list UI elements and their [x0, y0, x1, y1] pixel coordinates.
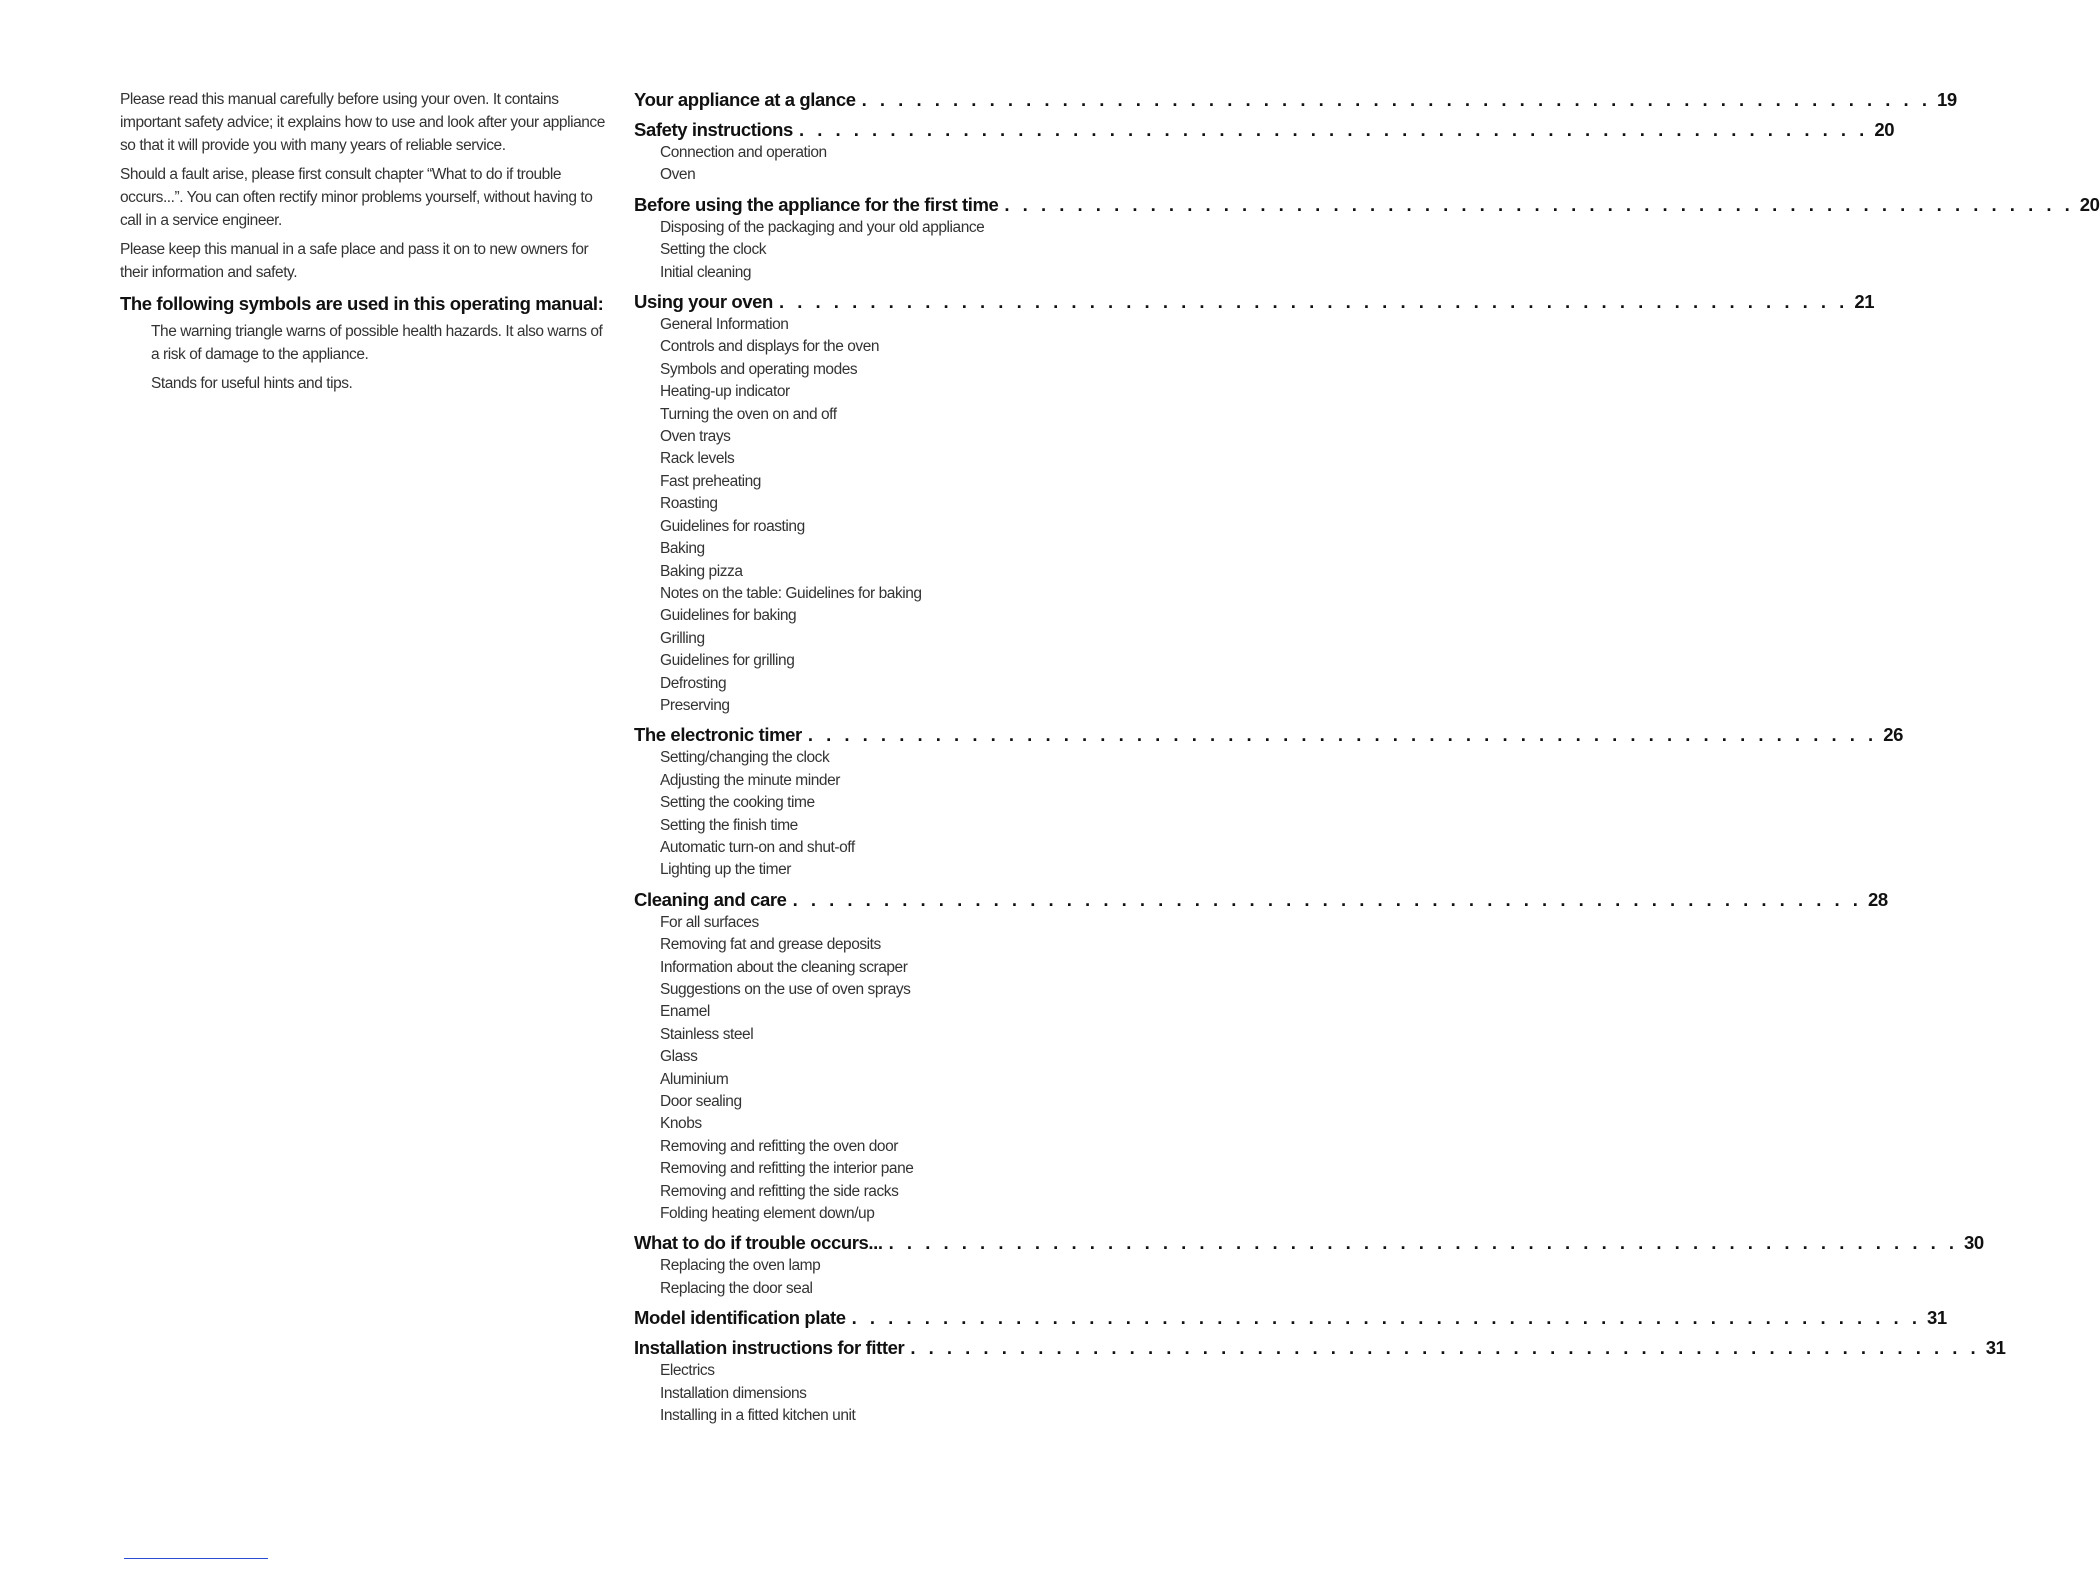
toc-entry-title: Cleaning and care [634, 888, 787, 910]
toc-subitem[interactable]: Removing and refitting the oven door [660, 1137, 898, 1155]
toc-subitem[interactable]: Defrosting [660, 674, 727, 692]
toc-entry[interactable] [634, 1306, 1947, 1330]
toc-subitem[interactable]: Disposing of the packaging and your old appliance [660, 218, 985, 236]
toc-entry-title: Installation instructions for fitter [634, 1337, 905, 1359]
toc-subitem[interactable]: Setting the finish time [660, 816, 798, 834]
intro-column [120, 88, 608, 401]
toc-section [634, 290, 1875, 717]
toc-subitem[interactable]: Baking [660, 540, 705, 558]
toc-subitem[interactable]: Replacing the oven lamp [660, 1257, 821, 1275]
toc-entry-title: The electronic timer [634, 724, 802, 746]
toc-subitem[interactable]: Connection and operation [660, 144, 827, 161]
toc-subitem-list [634, 747, 1118, 881]
toc-page-number: 21 [1854, 291, 1875, 313]
dot-leader: . . . . . . . . . . . . . . . . . . . . . . . . . . . . . . . . . . . . . . . . . . . . . . . . . . . . . . . . . . . [851, 1307, 1921, 1329]
toc-entry[interactable] [634, 118, 1895, 142]
toc-subitem[interactable]: Glass [660, 1048, 698, 1066]
toc-subitem-list [634, 1360, 1118, 1427]
toc-subitem[interactable]: Setting the cooking time [660, 794, 815, 812]
toc-subitem[interactable]: Grilling [660, 629, 705, 647]
toc-subitem-list [634, 1255, 1118, 1300]
toc-subitem-list [634, 142, 1118, 187]
toc-subitem[interactable]: Oven trays [660, 428, 731, 446]
toc-page-number: 19 [1936, 89, 1957, 110]
toc-subitem[interactable]: Door sealing [660, 1093, 742, 1111]
intro-paragraph: Please keep this manual in a safe place and pass it on to new owners for their information and safety. [120, 241, 589, 281]
dot-leader: . . . . . . . . . . . . . . . . . . . . . . . . . . . . . . . . . . . . . . . . . . . . . . . . . . . . . . . . . . . [807, 724, 1878, 746]
dot-leader: . . . . . . . . . . . . . . . . . . . . . . . . . . . . . . . . . . . . . . . . . . . . . . . . . . . . . . . . . . . [888, 1232, 1959, 1254]
toc-subitem[interactable]: Electrics [660, 1362, 715, 1380]
toc-page-number: 28 [1867, 888, 1888, 910]
toc-entry-title: Safety instructions [634, 119, 793, 140]
toc-page-number: 30 [1964, 1232, 1984, 1254]
symbol-tip-text: Stands for useful hints and tips. [151, 375, 353, 392]
dot-leader: . . . . . . . . . . . . . . . . . . . . . . . . . . . . . . . . . . . . . . . . . . . . . . . . . . . . . . . . . . . [910, 1337, 1980, 1359]
toc-subitem[interactable]: Installing in a fitted kitchen unit [660, 1407, 856, 1425]
toc-section [634, 193, 2100, 284]
toc-entry[interactable] [634, 193, 2100, 217]
toc-subitem[interactable]: Oven [660, 166, 696, 184]
toc-section [634, 88, 1957, 112]
toc-subitem[interactable]: For all surfaces [660, 913, 759, 931]
toc-subitem[interactable]: Setting the clock [660, 241, 767, 259]
toc-subitem-list [634, 912, 1118, 1226]
toc-page-number: 20 [2079, 193, 2100, 215]
toc-subitem[interactable]: Roasting [660, 495, 718, 513]
toc-section [634, 1231, 1984, 1300]
toc-subitem[interactable]: General Information [660, 316, 789, 334]
toc-entry-title: Using your oven [634, 291, 773, 313]
toc-subitem[interactable]: Guidelines for baking [660, 607, 797, 625]
toc-entry-title: Your appliance at a glance [634, 89, 856, 110]
toc-subitem[interactable]: Removing fat and grease deposits [660, 936, 881, 954]
toc-subitem[interactable]: Initial cleaning [660, 263, 752, 281]
toc-subitem[interactable]: Suggestions on the use of oven sprays [660, 981, 911, 998]
toc-subitem[interactable]: Notes on the table: Guidelines for baking [660, 584, 922, 602]
toc-subitem[interactable]: Information about the cleaning scraper [660, 958, 908, 976]
toc-subitem[interactable]: Lighting up the timer [660, 861, 791, 879]
toc-subitem[interactable]: Guidelines for roasting [660, 517, 805, 535]
symbol-warning-text: The warning triangle warns of possible health hazards. It also warns of a risk of damage to the appliance. [151, 323, 603, 363]
toc-page-number: 31 [1985, 1337, 2006, 1359]
toc-entry-title: Model identification plate [634, 1307, 846, 1329]
toc-subitem[interactable]: Removing and refitting the side racks [660, 1182, 899, 1200]
toc-section [634, 723, 1903, 881]
toc-page-number: 31 [1926, 1307, 1947, 1329]
toc-subitem[interactable]: Knobs [660, 1115, 702, 1133]
dot-leader: . . . . . . . . . . . . . . . . . . . . . . . . . . . . . . . . . . . . . . . . . . . . . . . . . . . . . . . . . . . [778, 291, 1849, 313]
toc-entry[interactable] [634, 888, 1888, 912]
toc-subitem[interactable]: Automatic turn-on and shut-off [660, 838, 855, 856]
toc-section [634, 1336, 2006, 1427]
toc-entry[interactable] [634, 290, 1875, 314]
toc-subitem[interactable]: Adjusting the minute minder [660, 771, 840, 789]
toc-entry[interactable] [634, 723, 1903, 747]
toc-subitem[interactable]: Heating-up indicator [660, 383, 790, 401]
toc-subitem[interactable]: Enamel [660, 1003, 710, 1021]
toc-subitem-list [634, 217, 1118, 284]
toc-subitem[interactable]: Guidelines for grilling [660, 652, 795, 670]
toc-section [634, 888, 1888, 1226]
toc-subitem[interactable]: Baking pizza [660, 562, 743, 580]
toc-section [634, 118, 1895, 187]
toc-subitem[interactable]: Folding heating element down/up [660, 1205, 875, 1223]
footer-rule [124, 1558, 268, 1559]
toc-entry[interactable] [634, 1231, 1984, 1255]
table-of-contents [634, 88, 2100, 1434]
toc-subitem[interactable]: Replacing the door seal [660, 1279, 813, 1297]
toc-entry[interactable] [634, 1336, 2006, 1360]
toc-page-number: 20 [1874, 119, 1895, 140]
dot-leader: . . . . . . . . . . . . . . . . . . . . . . . . . . . . . . . . . . . . . . . . . . . . . . . . . . . . . . . . . . . [792, 888, 1862, 910]
toc-subitem[interactable]: Stainless steel [660, 1025, 754, 1043]
toc-subitem[interactable]: Aluminium [660, 1070, 729, 1088]
toc-subitem[interactable]: Controls and displays for the oven [660, 338, 880, 356]
dot-leader: . . . . . . . . . . . . . . . . . . . . . . . . . . . . . . . . . . . . . . . . . . . . . . . . . . . . . . . . . . . [1004, 193, 2074, 215]
toc-subitem[interactable]: Removing and refitting the interior pane [660, 1160, 914, 1178]
toc-subitem[interactable]: Installation dimensions [660, 1384, 807, 1402]
dot-leader: . . . . . . . . . . . . . . . . . . . . . . . . . . . . . . . . . . . . . . . . . . . . . . . . . . . . . . . . . . . [798, 119, 1869, 140]
toc-subitem[interactable]: Symbols and operating modes [660, 360, 858, 378]
toc-page-number: 26 [1883, 724, 1903, 746]
toc-subitem[interactable]: Fast preheating [660, 472, 761, 490]
intro-paragraph: Should a fault arise, please first consult chapter “What to do if trouble occurs...”. You can often rectify minor problems yourself, without having to call in a service engineer. [120, 166, 593, 229]
toc-subitem[interactable]: Turning the oven on and off [660, 405, 837, 423]
intro-paragraph: Please read this manual carefully before using your oven. It contains important safety advice; it explains how to use and look after your appliance so that it will provide you with many years of reliable service. [120, 91, 605, 154]
toc-entry-title: What to do if trouble occurs... [634, 1232, 883, 1254]
toc-section [634, 1306, 1947, 1330]
toc-entry[interactable] [634, 88, 1957, 112]
symbols-heading: The following symbols are used in this operating manual: [120, 293, 604, 314]
toc-subitem[interactable]: Rack levels [660, 450, 735, 468]
toc-subitem[interactable]: Setting/changing the clock [660, 749, 830, 767]
toc-entry-title: Before using the appliance for the first time [634, 193, 999, 215]
toc-subitem[interactable]: Preserving [660, 696, 730, 714]
dot-leader: . . . . . . . . . . . . . . . . . . . . . . . . . . . . . . . . . . . . . . . . . . . . . . . . . . . . . . . . . . . [861, 89, 1931, 110]
toc-subitem-list [634, 314, 1118, 717]
